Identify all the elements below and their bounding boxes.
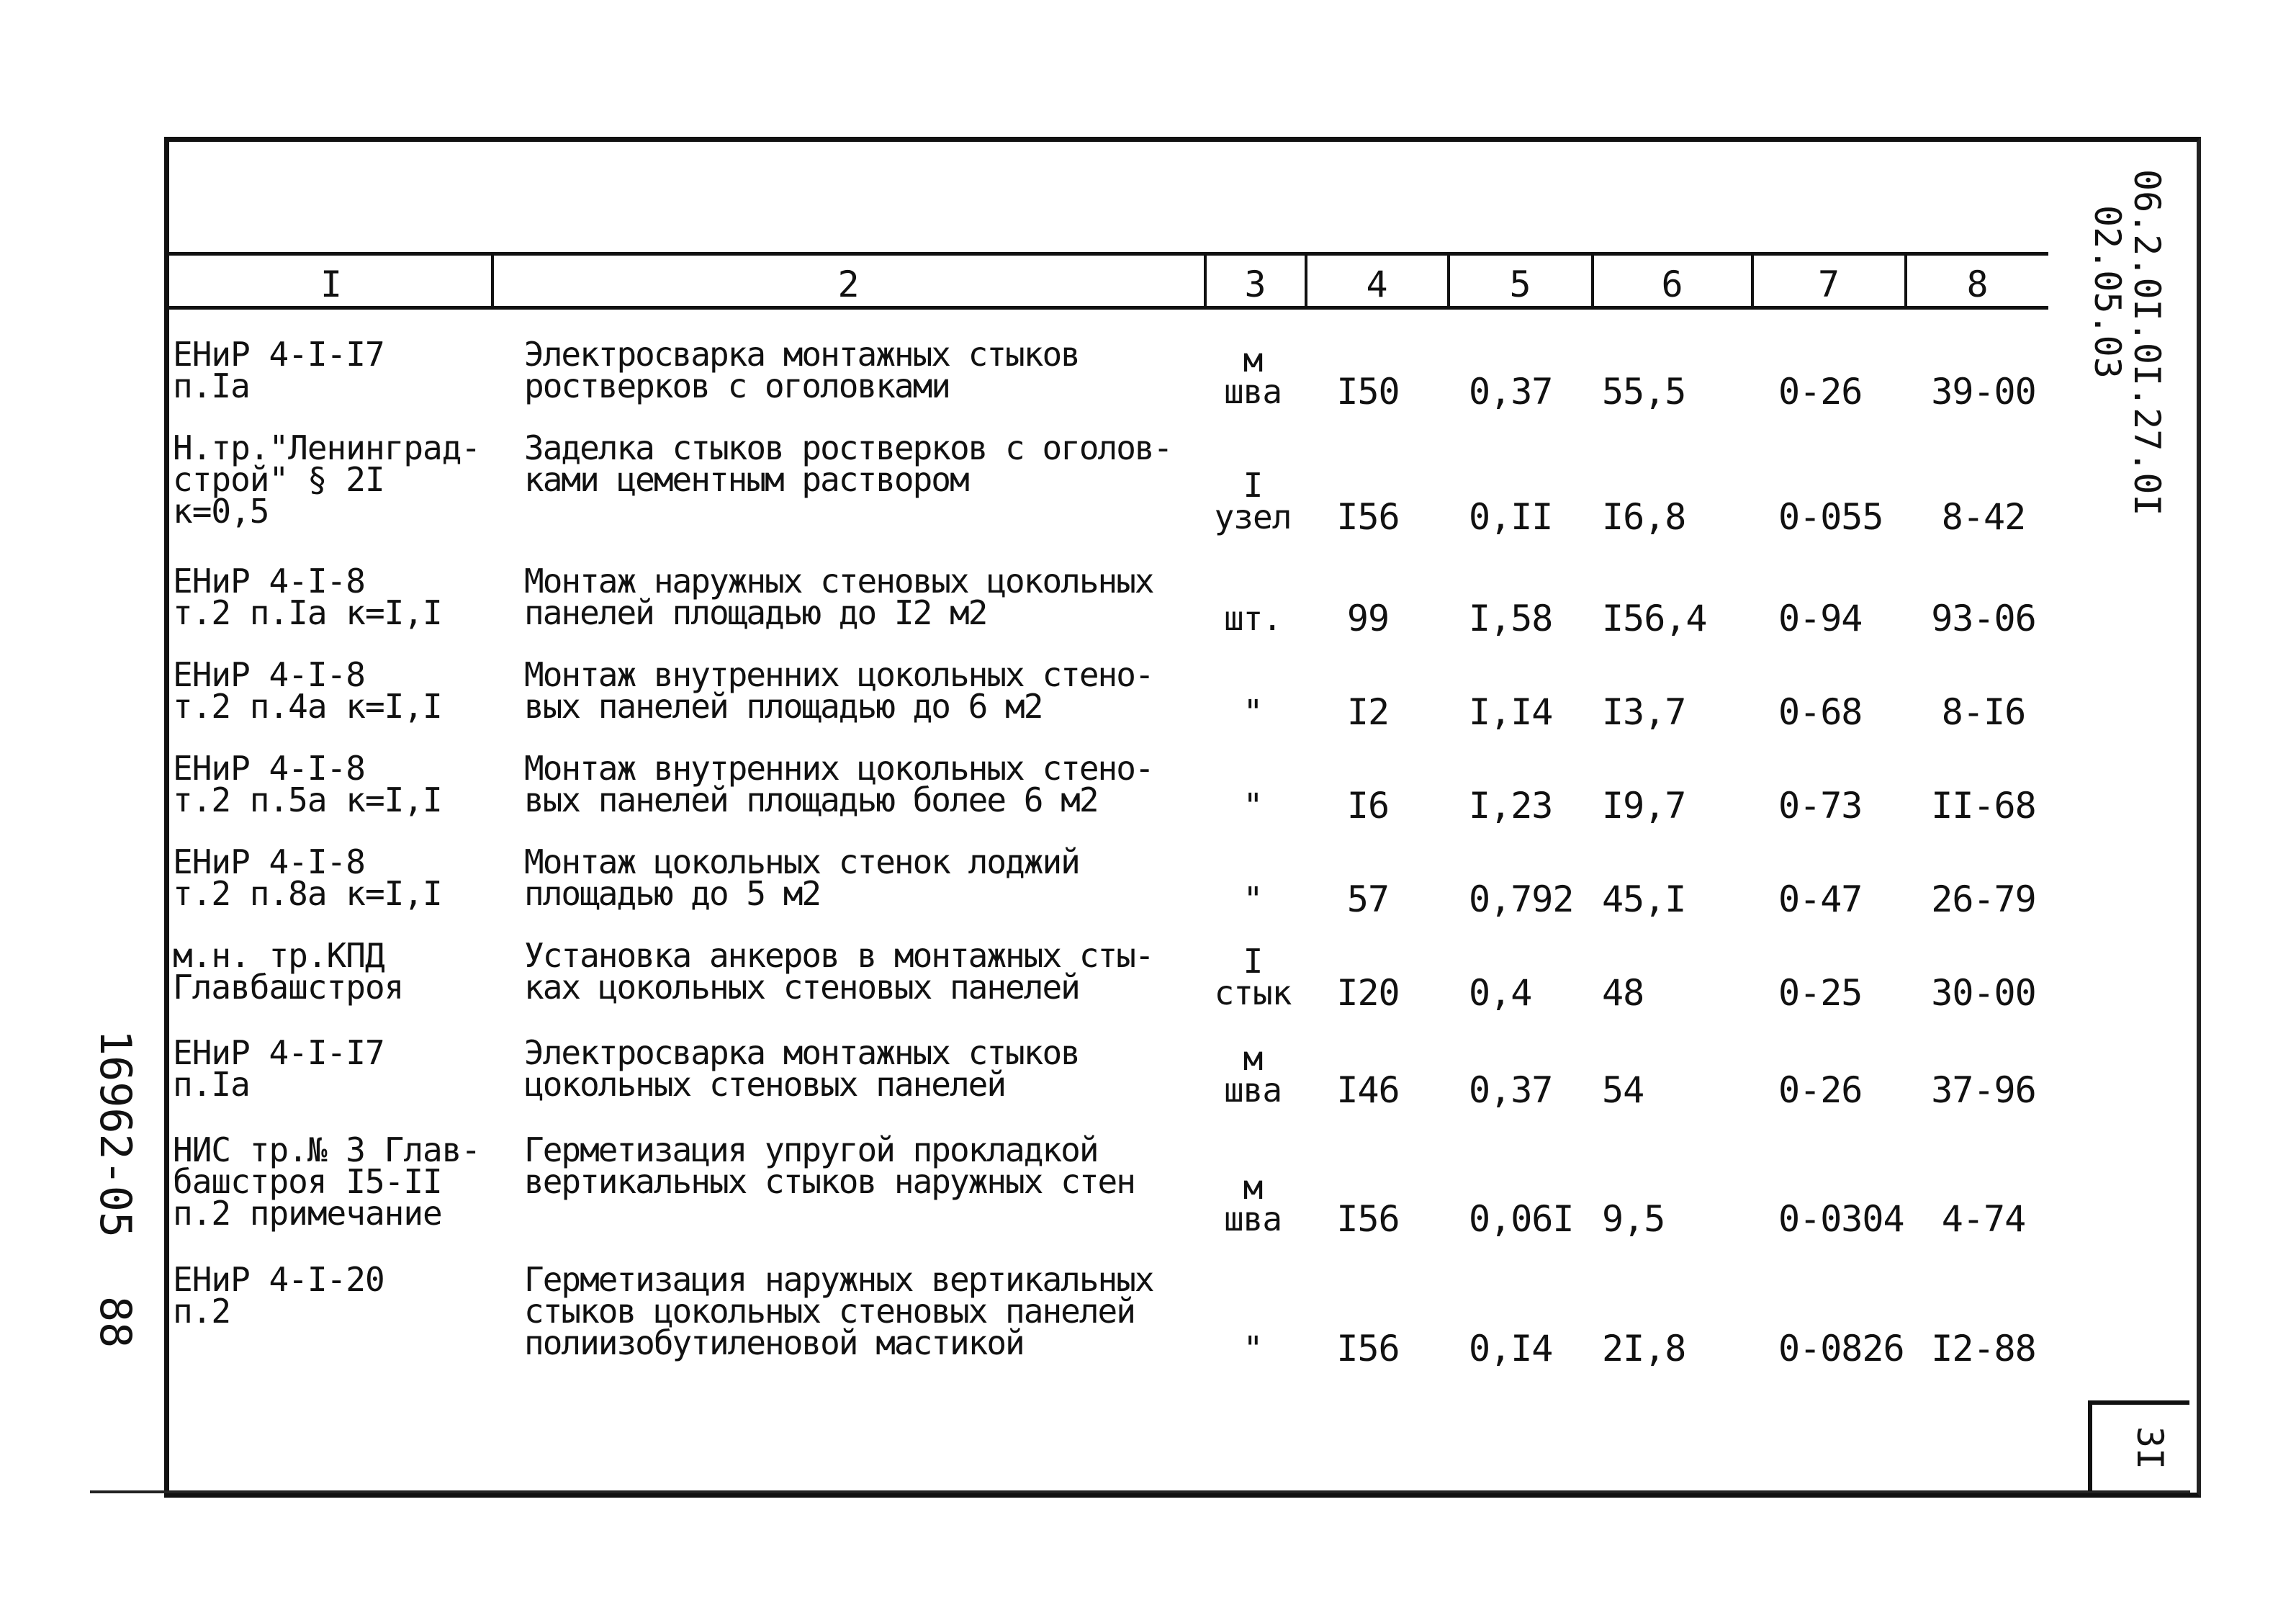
table-cell-c4: 99	[1346, 598, 1390, 639]
table-cell-c6: 45,I	[1602, 878, 1686, 920]
table-cell-c6: I6,8	[1602, 496, 1686, 538]
table-cell-c8: 30-00	[1931, 972, 2036, 1014]
table-cell-c5: I,58	[1469, 598, 1553, 639]
table-cell-c6: I9,7	[1602, 785, 1686, 827]
table-cell-c5: 0,4	[1469, 972, 1532, 1014]
column-header: 6	[1661, 264, 1683, 305]
table-cell-c7: 0-055	[1778, 496, 1883, 538]
table-cell-c1: ЕНиР 4-I-8 т.2 п.5а к=I,I	[173, 749, 442, 819]
table-cell-c3: I узел	[1214, 466, 1292, 536]
table-cell-c6: 48	[1602, 972, 1644, 1014]
document-code-line2: 02.05.03	[2086, 205, 2128, 379]
table-cell-c1: м.н. тр.КПД Главбашстроя	[173, 936, 404, 1007]
table-cell-c8: II-68	[1931, 785, 2036, 827]
table-cell-c5: 0,I4	[1469, 1328, 1553, 1369]
table-cell-c2: Монтаж наружных стеновых цокольных панелей площадью до I2 м2	[524, 562, 1153, 632]
column-header: 4	[1366, 264, 1388, 305]
table-cell-c7: 0-0304	[1778, 1198, 1904, 1240]
table-cell-c8: 39-00	[1931, 371, 2036, 413]
table-cell-c8: I2-88	[1931, 1328, 2036, 1369]
table-cell-c5: I,I4	[1469, 691, 1553, 733]
table-cell-c3: "	[1243, 786, 1263, 825]
left-margin-text: 16962-05	[90, 1030, 140, 1238]
table-cell-c4: I56	[1336, 1328, 1400, 1369]
table-cell-c3: шт.	[1223, 599, 1282, 638]
table-cell-c4: I6	[1346, 785, 1390, 827]
column-header: 5	[1509, 264, 1531, 305]
table-cell-c6: 2I,8	[1602, 1328, 1686, 1369]
table-cell-c7: 0-94	[1778, 598, 1863, 639]
table-cell-c7: 0-0826	[1778, 1328, 1904, 1369]
table-cell-c1: НИС тр.№ 3 Глав- башстроя I5-II п.2 примечание	[173, 1130, 481, 1233]
table-cell-c5: I,23	[1469, 785, 1553, 827]
table-cell-c1: ЕНиР 4-I-8 т.2 п.Iа к=I,I	[173, 562, 442, 632]
table-cell-c2: Герметизация упругой прокладкой вертикальных стыков наружных стен	[524, 1130, 1135, 1201]
table-cell-c1: ЕНиР 4-I-8 т.2 п.8а к=I,I	[173, 842, 442, 913]
table-cell-c4: I2	[1346, 691, 1390, 733]
table-cell-c1: ЕНиР 4-I-I7 п.Iа	[173, 335, 384, 405]
table-cell-c7: 0-26	[1778, 371, 1863, 413]
column-header: 3	[1244, 264, 1266, 305]
table-cell-c4: I56	[1336, 1198, 1400, 1240]
table-cell-c2: Монтаж внутренних цокольных стено- вых панелей площадью более 6 м2	[524, 749, 1153, 819]
table-cell-c1: ЕНиР 4-I-I7 п.Iа	[173, 1033, 384, 1104]
table-cell-c3: м шва	[1223, 1039, 1282, 1110]
table-cell-c2: Установка анкеров в монтажных сты- ках цокольных стеновых панелей	[524, 936, 1153, 1007]
table-cell-c5: 0,06I	[1469, 1198, 1574, 1240]
bottom-rule	[90, 1490, 2190, 1493]
table-cell-c6: I3,7	[1602, 691, 1686, 733]
table-cell-c7: 0-68	[1778, 691, 1863, 733]
table-cell-c8: 37-96	[1931, 1069, 2036, 1111]
column-header: 2	[837, 264, 860, 305]
table-cell-c8: 8-42	[1941, 496, 2026, 538]
page-number-box	[2088, 1400, 2189, 1491]
column-header: 8	[1966, 264, 1989, 305]
table-cell-c8: 26-79	[1931, 878, 2036, 920]
table-cell-c2: Герметизация наружных вертикальных стыков цокольных стеновых панелей полиизобутиленовой мастикой	[524, 1260, 1153, 1362]
table-cell-c7: 0-25	[1778, 972, 1863, 1014]
table-cell-c5: 0,II	[1469, 496, 1553, 538]
table-cell-c2: Заделка стыков ростверков с оголов- ками цементным раствором	[524, 428, 1172, 499]
table-cell-c3: м шва	[1223, 1168, 1282, 1238]
table-cell-c7: 0-73	[1778, 785, 1863, 827]
table-cell-c8: 8-I6	[1941, 691, 2026, 733]
table-cell-c5: 0,792	[1469, 878, 1574, 920]
header-top-rule	[169, 252, 2048, 256]
left-margin-number: 88	[90, 1296, 140, 1349]
table-cell-c2: Монтаж внутренних цокольных стено- вых панелей площадью до 6 м2	[524, 655, 1153, 726]
table-cell-c3: м шва	[1223, 341, 1282, 411]
table-cell-c6: 55,5	[1602, 371, 1686, 413]
document-code-line1: 06.2.0I.0I.27.0I	[2126, 169, 2168, 516]
table-cell-c2: Электросварка монтажных стыков цокольных стеновых панелей	[524, 1033, 1079, 1104]
table-cell-c4: I50	[1336, 371, 1400, 413]
table-cell-c3: "	[1243, 693, 1263, 732]
column-header: I	[320, 264, 343, 305]
table-cell-c6: 9,5	[1602, 1198, 1665, 1240]
table-cell-c6: I56,4	[1602, 598, 1707, 639]
table-cell-c4: I20	[1336, 972, 1400, 1014]
table-cell-c3: "	[1243, 880, 1263, 919]
table-cell-c2: Монтаж цокольных стенок лоджий площадью до 5 м2	[524, 842, 1079, 913]
table-cell-c1: ЕНиР 4-I-8 т.2 п.4а к=I,I	[173, 655, 442, 726]
table-cell-c4: I56	[1336, 496, 1400, 538]
column-header: 7	[1817, 264, 1840, 305]
table-cell-c7: 0-26	[1778, 1069, 1863, 1111]
table-cell-c4: 57	[1346, 878, 1390, 920]
table-cell-c2: Электросварка монтажных стыков ростверков с оголовками	[524, 335, 1079, 405]
table-cell-c3: I стык	[1214, 942, 1292, 1012]
table-cell-c8: 4-74	[1941, 1198, 2026, 1240]
table-cell-c4: I46	[1336, 1069, 1400, 1111]
table-cell-c8: 93-06	[1931, 598, 2036, 639]
table-cell-c1: ЕНиР 4-I-20 п.2	[173, 1260, 384, 1331]
page-number: 3I	[2129, 1426, 2171, 1470]
table-cell-c3: "	[1243, 1329, 1263, 1368]
table-cell-c6: 54	[1602, 1069, 1644, 1111]
table-cell-c7: 0-47	[1778, 878, 1863, 920]
table-cell-c5: 0,37	[1469, 371, 1553, 413]
table-cell-c1: Н.тр."Ленинград- строй" § 2I к=0,5	[173, 428, 481, 531]
table-cell-c5: 0,37	[1469, 1069, 1553, 1111]
